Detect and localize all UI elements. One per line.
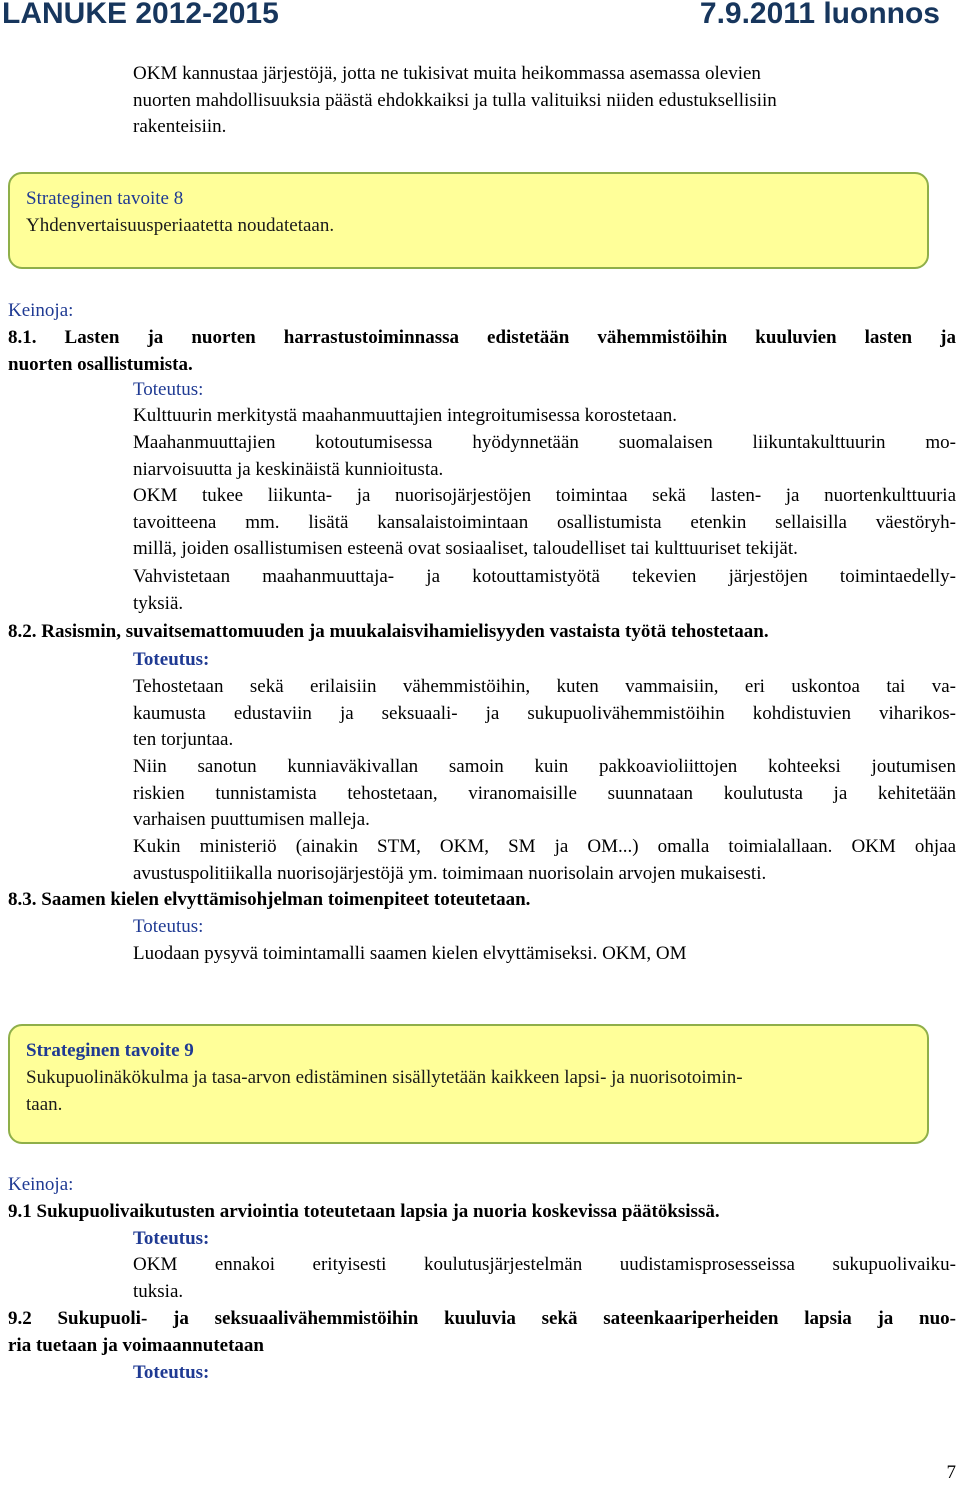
measure-8-1-text-4	[133, 564, 956, 617]
text-line: millä, joiden osallistumisen esteenä ovat sosiaaliset, taloudelliset tai kulttuuriset tekijät.	[133, 538, 798, 559]
text-line: ten torjuntaa.	[133, 729, 234, 750]
text-line: nuorten mahdollisuuksia päästä ehdokkaiksi ja tulla valituiksi niiden edustuksellisiin	[133, 89, 777, 111]
toteutus-label: Toteutus:	[133, 1228, 210, 1249]
text-line: niarvoisuutta ja keskinäistä kunnioitusta.	[133, 458, 444, 480]
intro-paragraph	[133, 61, 956, 141]
measure-8-2-text-1	[133, 674, 956, 754]
toteutus-label: Toteutus:	[133, 916, 204, 937]
text-line: Niin sanotun kunniaväkivallan samoin kuin pakkoavioliittojen kohteeksi joutumisen	[133, 756, 956, 777]
measure-8-2-text-2	[133, 754, 956, 834]
measure-8-1-text-3	[133, 483, 956, 563]
measure-9-1-text-1	[133, 1252, 956, 1305]
text-line: Maahanmuuttajien kotoutumisessa hyödynnetään suomalaisen liikuntakulttuurin mo-	[133, 432, 956, 453]
text-line: varhaisen puuttumisen malleja.	[133, 809, 370, 830]
measure-9-2-heading	[8, 1306, 956, 1359]
text-line: taan.	[26, 1094, 63, 1115]
measure-8-1-text-1: Kulttuurin merkitystä maahanmuuttajien integroitumisessa korostetaan.	[133, 405, 678, 426]
text-line: nuorten osallistumista.	[8, 353, 193, 375]
measure-8-2-text-3	[133, 834, 956, 887]
measure-9-1-heading: 9.1 Sukupuolivaikutusten arviointia toteutetaan lapsia ja nuoria koskevissa päätöksissä.	[8, 1201, 720, 1222]
toteutus-label: Toteutus:	[133, 1362, 210, 1383]
strategic-goal-9-box	[8, 1024, 929, 1144]
text-line: Tehostetaan sekä erilaisiin vähemmistöihin, kuten vammaisiin, eri uskontoa tai va-	[133, 676, 956, 697]
text-line: tuksia.	[133, 1280, 184, 1302]
goal-text: Yhdenvertaisuusperiaatetta noudatetaan.	[26, 215, 335, 236]
goal-text	[26, 1064, 911, 1118]
text-line: tyksiä.	[133, 592, 184, 614]
measure-8-3-text-1: Luodaan pysyvä toimintamalli saamen kielen elvyttämiseksi. OKM, OM	[133, 943, 687, 964]
text-line: tavoitteena mm. lisätä kansalaistoimintaan osallistumista etenkin sellaisilla väestöryh-	[133, 511, 956, 533]
toteutus-label: Toteutus:	[133, 379, 204, 400]
text-line: Kukin ministeriö (ainakin STM, OKM, SM ja OM...) omalla toimialallaan. OKM ohjaa	[133, 836, 956, 857]
text-line: rakenteisiin.	[133, 116, 227, 137]
text-line: 9.2 Sukupuoli- ja seksuaalivähemmistöihin kuuluvia sekä sateenkaariperheiden lapsia ja nuo-	[8, 1308, 956, 1329]
measure-8-2-heading: 8.2. Rasismin, suvaitsemattomuuden ja muukalaisvihamielisyyden vastaista työtä tehostetaan.	[8, 621, 769, 642]
text-line: avustuspolitiikalla nuorisojärjestöjä ym. toimimaan nuorisolain arvojen mukaisesti.	[133, 862, 767, 884]
keinoja-label: Keinoja:	[8, 1174, 74, 1195]
text-line: ria tuetaan ja voimaannutetaan	[8, 1334, 264, 1356]
toteutus-label: Toteutus:	[133, 649, 210, 670]
measure-8-1-heading	[8, 325, 956, 378]
document-header-right: 7.9.2011 luonnos	[699, 0, 940, 30]
text-line: Sukupuolinäkökulma ja tasa-arvon edistäminen sisällytetään kaikkeen lapsi- ja nuorisotoimin-	[26, 1067, 743, 1088]
page-number: 7	[946, 1462, 956, 1483]
text-line: OKM ennakoi erityisesti koulutusjärjestelmän uudistamisprosesseissa sukupuolivaiku-	[133, 1254, 956, 1275]
goal-title: Strateginen tavoite 9	[26, 1040, 194, 1061]
keinoja-label: Keinoja:	[8, 300, 74, 321]
measure-8-1-text-2	[133, 430, 956, 483]
document-header-left: LANUKE 2012-2015	[2, 0, 279, 30]
text-line: Vahvistetaan maahanmuuttaja- ja kotouttamistyötä tekevien järjestöjen toimintaedelly-	[133, 566, 956, 587]
text-line: 8.1. Lasten ja nuorten harrastustoiminnassa edistetään vähemmistöihin kuuluvien lasten ja	[8, 327, 956, 348]
text-line: OKM kannustaa järjestöjä, jotta ne tukisivat muita heikommassa asemassa olevien	[133, 63, 761, 84]
goal-title: Strateginen tavoite 8	[26, 188, 184, 209]
text-line: OKM tukee liikunta- ja nuorisojärjestöjen toimintaa sekä lasten- ja nuortenkulttuuria	[133, 485, 956, 506]
measure-8-3-heading: 8.3. Saamen kielen elvyttämisohjelman toimenpiteet toteutetaan.	[8, 889, 531, 910]
text-line: riskien tunnistamista tehostetaan, viranomaisille suunnataan koulutusta ja kehitetään	[133, 782, 956, 804]
text-line: kaumusta edustaviin ja seksuaali- ja sukupuolivähemmistöihin kohdistuvien viharikos-	[133, 702, 956, 724]
strategic-goal-8-box	[8, 172, 929, 269]
